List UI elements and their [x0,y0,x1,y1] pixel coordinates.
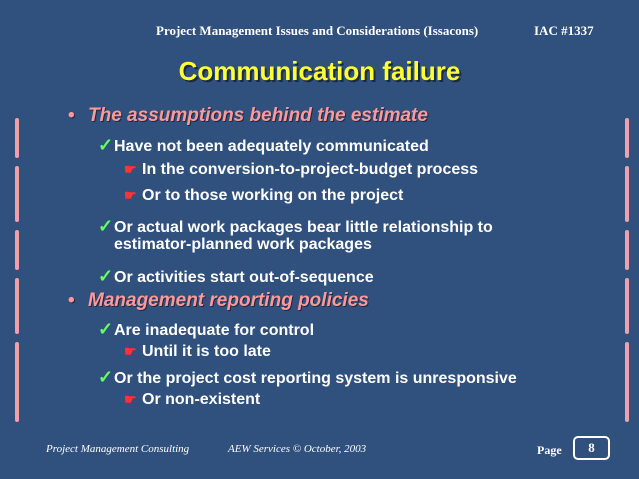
bullet-text: Or actual work packages bear little relationship to [114,219,493,236]
document-title: Project Management Issues and Considerations (Issacons) [156,23,479,38]
right-decor-bar [625,278,629,334]
checkmark-icon: ✓ [98,319,114,339]
bullet-level2 [98,367,517,388]
left-decor-bar [15,166,19,222]
left-decor-bar [15,230,19,270]
bullet-text: Or the project cost reporting system is unresponsive [114,370,517,387]
bullet-level1 [68,290,369,312]
slide-title: Communication failure [178,56,461,86]
bullet-text: The assumptions behind the estimate [88,105,428,126]
bullet-text: Or to those working on the project [142,187,404,204]
bullet-dot-icon: • [68,105,75,126]
bullet-level2 [98,266,374,287]
checkmark-icon: ✓ [98,367,114,387]
right-decor-bar [625,118,629,158]
bullet-level3 [124,161,478,179]
right-decor-bar [625,166,629,222]
left-decor-bar [15,118,19,158]
document-id: IAC #1337 [534,23,594,38]
page-label: Page [537,443,562,457]
bullet-text: In the conversion-to-project-budget process [142,161,479,178]
checkmark-icon: ✓ [98,216,114,236]
bullet-level3 [124,343,271,361]
pointing-hand-icon: ☛ [124,161,137,177]
right-decor-bar [625,342,629,422]
bullet-text: Or activities start out-of-sequence [114,269,374,286]
left-decor-bar [15,342,19,422]
bullet-dot-icon: • [68,290,75,311]
left-decor-bar [15,278,19,334]
bullet-continuation [114,236,372,254]
right-decor-bar [625,230,629,270]
checkmark-icon: ✓ [98,135,114,155]
page-number: 8 [573,436,610,460]
bullet-level2 [98,319,314,340]
footer-copyright: AEW Services © October, 2003 [228,443,367,455]
bullet-level2 [98,216,493,237]
bullet-level3 [124,187,403,205]
bullet-level1 [68,105,428,127]
bullet-level3 [124,391,260,409]
bullet-level2 [98,135,429,156]
pointing-hand-icon: ☛ [124,343,137,359]
bullet-text: Until it is too late [142,343,271,360]
bullet-text: Have not been adequately communicated [114,138,429,155]
bullet-text: Management reporting policies [88,290,369,311]
footer-company: Project Management Consulting [46,443,190,455]
bullet-text: Are inadequate for control [114,322,315,339]
slide-header [156,23,599,39]
pointing-hand-icon: ☛ [124,391,137,407]
checkmark-icon: ✓ [98,266,114,286]
bullet-text: estimator-planned work packages [114,236,372,253]
pointing-hand-icon: ☛ [124,187,137,203]
bullet-text: Or non-existent [142,391,261,408]
